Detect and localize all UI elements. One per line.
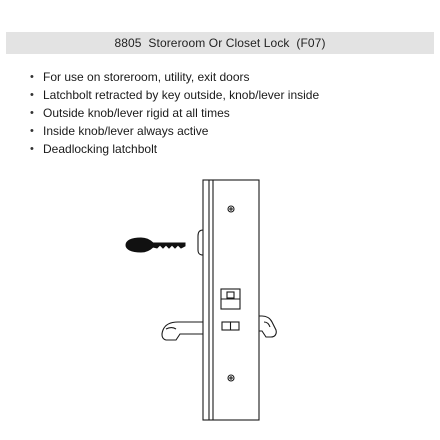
feature-item (30, 68, 319, 86)
feature-list (30, 68, 319, 158)
feature-item (30, 122, 319, 140)
cylinder-collar (198, 230, 203, 255)
feature-text: Inside knob/lever always active (43, 124, 209, 138)
bullet-icon: • (30, 143, 34, 155)
latchbolt (221, 289, 240, 309)
feature-item (30, 140, 319, 158)
lever-handle-icon (162, 322, 203, 340)
feature-text: Deadlocking latchbolt (43, 142, 158, 156)
feature-item (30, 104, 319, 122)
screw-icon (228, 206, 234, 212)
page-title: 8805 Storeroom Or Closet Lock (F07) (114, 36, 326, 50)
feature-text: For use on storeroom, utility, exit doors (43, 70, 250, 84)
bullet-icon: • (30, 71, 34, 83)
title-bar (6, 32, 434, 54)
feature-text: Outside knob/lever rigid at all times (43, 106, 230, 120)
feature-text: Latchbolt retracted by key outside, knob/lever inside (43, 88, 320, 102)
deadlatch (222, 322, 239, 330)
screw-icon (228, 375, 234, 381)
faceplate-outline (203, 180, 259, 420)
bullet-icon: • (30, 107, 34, 119)
bullet-icon: • (30, 125, 34, 137)
key-icon (126, 238, 185, 252)
mortise-lock-icon (198, 180, 259, 420)
lever-handle-icon (259, 316, 276, 337)
feature-item (30, 86, 319, 104)
bullet-icon: • (30, 89, 34, 101)
